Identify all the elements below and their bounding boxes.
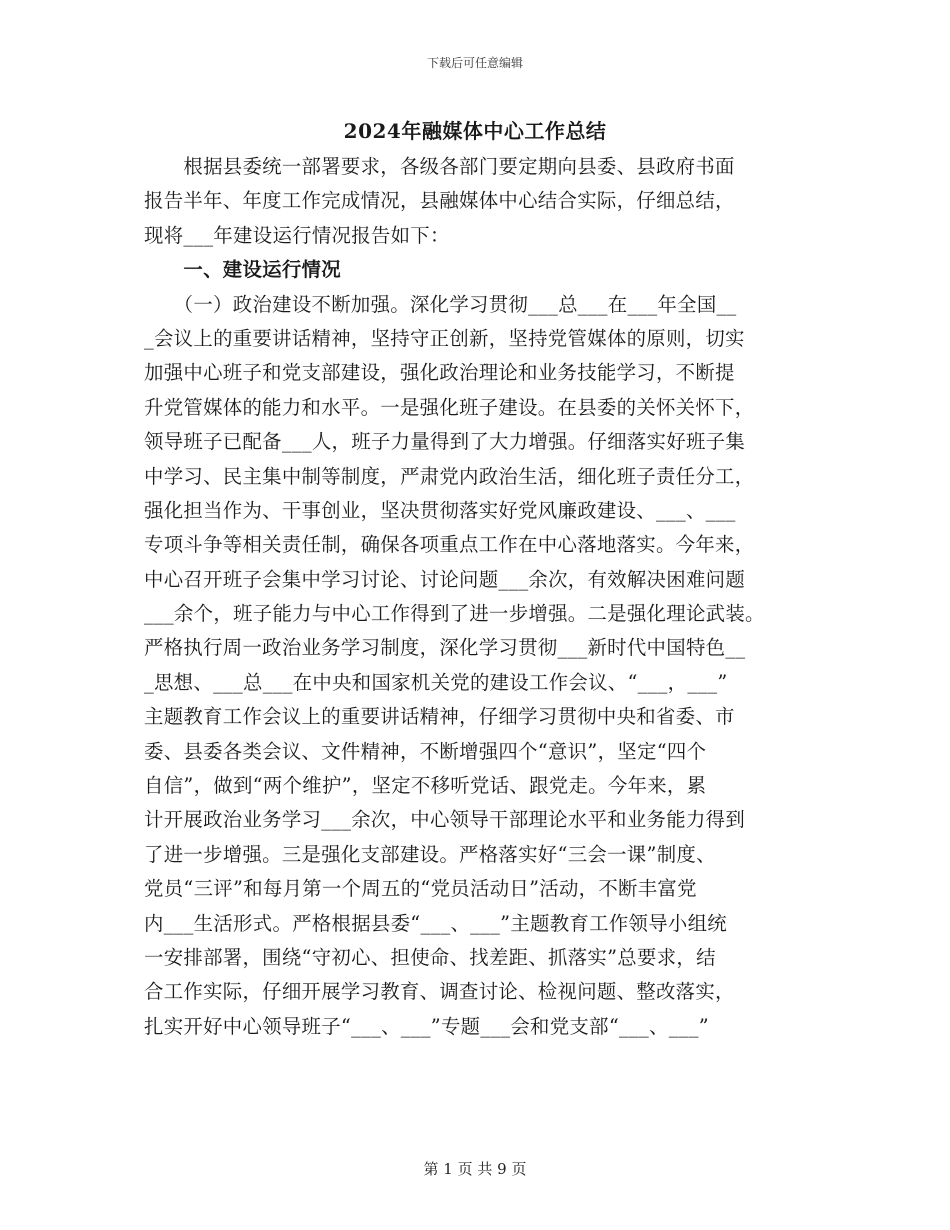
- body-line: 加强中心班子和党支部建设，强化政治理论和业务技能学习，不断提: [144, 361, 735, 385]
- body-line: _会议上的重要讲话精神，坚持守正创新，坚持党管媒体的原则，切实: [144, 326, 745, 350]
- body-line: ___余个，班子能力与中心工作得到了进一步增强。二是强化理论武装。: [144, 602, 765, 626]
- body-line: 专项斗争等相关责任制，确保各项重点工作在中心落地落实。今年来，: [144, 533, 755, 557]
- body-line: 一安排部署，围绕“守初心、担使命、找差距、抓落实”总要求，结: [144, 945, 716, 969]
- body-line: 合工作实际，仔细开展学习教育、调查讨论、检视问题、整改落实，: [144, 980, 735, 1004]
- header-note: 下载后可任意编辑: [426, 56, 523, 70]
- body-line: 报告半年、年度工作完成情况，县融媒体中心结合实际，仔细总结，: [144, 189, 735, 213]
- body-line: 严格执行周一政治业务学习制度，深化学习贯彻___新时代中国特色__: [144, 636, 746, 660]
- body-line: 根据县委统一部署要求，各级各部门要定期向县委、县政府书面: [144, 155, 735, 178]
- document-body: [144, 150, 824, 1044]
- body-line: 扎实开好中心领导班子“___、___”专题___会和党支部“___、___”: [144, 1014, 709, 1038]
- body-line: （一）政治建设不断加强。深化学习贯彻___总___在___年全国__: [144, 292, 737, 316]
- body-line: 强化担当作为、干事创业，坚决贯彻落实好党风廉政建设、___、___: [144, 498, 736, 522]
- body-line: 自信”，做到“两个维护”，坚定不移听党话、跟党走。今年来，累: [144, 774, 707, 798]
- body-line: 了进一步增强。三是强化支部建设。严格落实好“三会一课”制度、: [144, 842, 716, 866]
- body-line: 内___生活形式。严格根据县委“___、___”主题教育工作领导小组统: [144, 911, 727, 935]
- body-line: 主题教育工作会议上的重要讲话精神，仔细学习贯彻中央和省委、市: [144, 705, 735, 729]
- body-line: 中心召开班子会集中学习讨论、讨论问题___余次，有效解决困难问题: [144, 567, 746, 591]
- body-line: 中学习、民主集中制等制度，严肃党内政治生活，细化班子责任分工，: [144, 464, 755, 488]
- body-line: _思想、___总___在中央和国家机关党的建设工作会议、“___，___”: [144, 670, 728, 694]
- document-title: 2024年融媒体中心工作总结: [343, 119, 607, 143]
- body-line: 领导班子已配备___人，班子力量得到了大力增强。仔细落实好班子集: [144, 430, 746, 454]
- body-line: 党员“三评”和每月第一个周五的“党员活动日”活动，不断丰富党: [144, 877, 697, 901]
- body-line: 委、县委各类会议、文件精神，不断增强四个“意识”，坚定“四个: [144, 739, 707, 763]
- body-line: 现将___年建设运行情况报告如下：: [144, 223, 450, 247]
- body-line: 计开展政治业务学习___余次，中心领导干部理论水平和业务能力得到: [144, 808, 746, 832]
- page-number: 第 1 页 共 9 页: [423, 1160, 527, 1178]
- body-line: 升党管媒体的能力和水平。一是强化班子建设。在县委的关怀关怀下，: [144, 395, 755, 419]
- section-heading: 一、建设运行情况: [144, 258, 341, 282]
